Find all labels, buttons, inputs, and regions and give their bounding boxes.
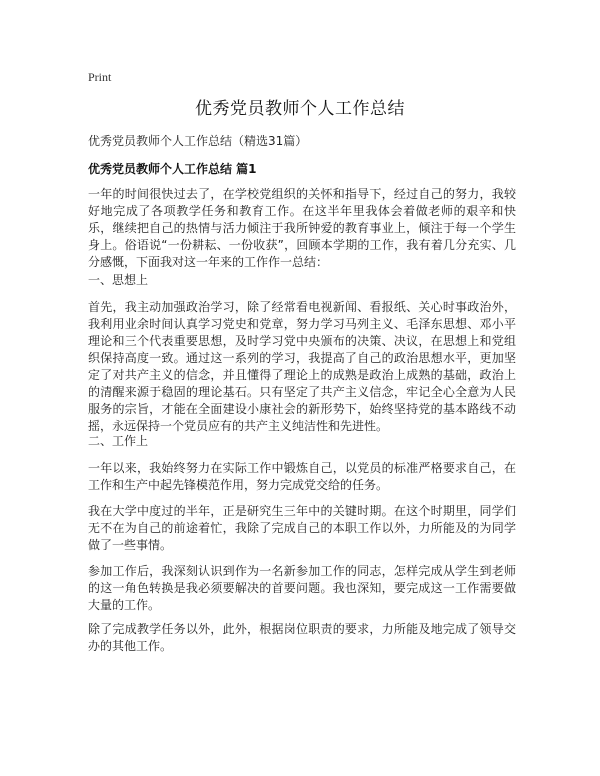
article-heading: 优秀党员教师个人工作总结 篇1 <box>88 162 257 176</box>
subheading-ideology: 一、思想上 <box>88 273 149 287</box>
paragraph-work-3: 参加工作后，我深刻认识到作为一名新参加工作的同志，怎样完成从学生到老师的这一角色转换是我必须要解决的首要问题。我也深知，要完成这一工作需要做大量的工作。 <box>88 564 516 612</box>
paragraph-ideology: 首先，我主动加强政治学习，除了经常看电视新闻、看报纸、关心时事政治外，我利用业余时间认真学习党史和党章，努力学习马列主义、毛泽东思想、邓小平理论和三个代表重要思想，及时学习党中央颁布的决策、决议，在思想上和党组织保持高度一致。通过这一系列的学习，我提高了自己的政治思想水平，更加坚定了对共产主义的信念，并且懂得了理论上的成熟是政治上成熟的基础，政治上的清醒来源于稳固的理论基石。只有坚定了共产主义信念，牢记全心全意为人民服务的宗旨，才能在全面建设小康社会的新形势下，始终坚持党的基本路线不动摇，永远保持一个党员应有的共产主义纯洁性和先进性。 <box>88 300 516 433</box>
document-title: 优秀党员教师个人工作总结 <box>195 99 405 119</box>
document-subtitle: 优秀党员教师个人工作总结（精选31篇） <box>88 134 308 148</box>
paragraph-intro: 一年的时间很快过去了，在学校党组织的关怀和指导下，经过自己的努力，我较好地完成了各项教学任务和教育工作。在这半年里我体会着做老师的艰辛和快乐，继续把自己的热情与活力倾注于我所钟爱的教育事业上，倾注于每一个学生身上。俗语说“一份耕耘、一份收获”，回顾本学期的工作，我有着几分充实、几分感慨，下面我对这一年来的工作作一总结： <box>88 187 516 269</box>
paragraph-work-1: 一年以来，我始终努力在实际工作中锻炼自己，以党员的标准严格要求自己，在工作和生产中起先锋模范作用，努力完成党交给的任务。 <box>88 461 516 492</box>
paragraph-work-4: 除了完成教学任务以外，此外，根据岗位职责的要求，力所能及地完成了领导交办的其他工作。 <box>88 622 516 653</box>
paragraph-work-2: 我在大学中度过的半年，正是研究生三年中的关键时期。在这个时期里，同学们无不在为自己的前途着忙，我除了完成自己的本职工作以外，力所能及的为同学做了一些事情。 <box>88 504 516 552</box>
subheading-work: 二、工作上 <box>88 434 149 448</box>
print-link[interactable]: Print <box>88 70 112 84</box>
